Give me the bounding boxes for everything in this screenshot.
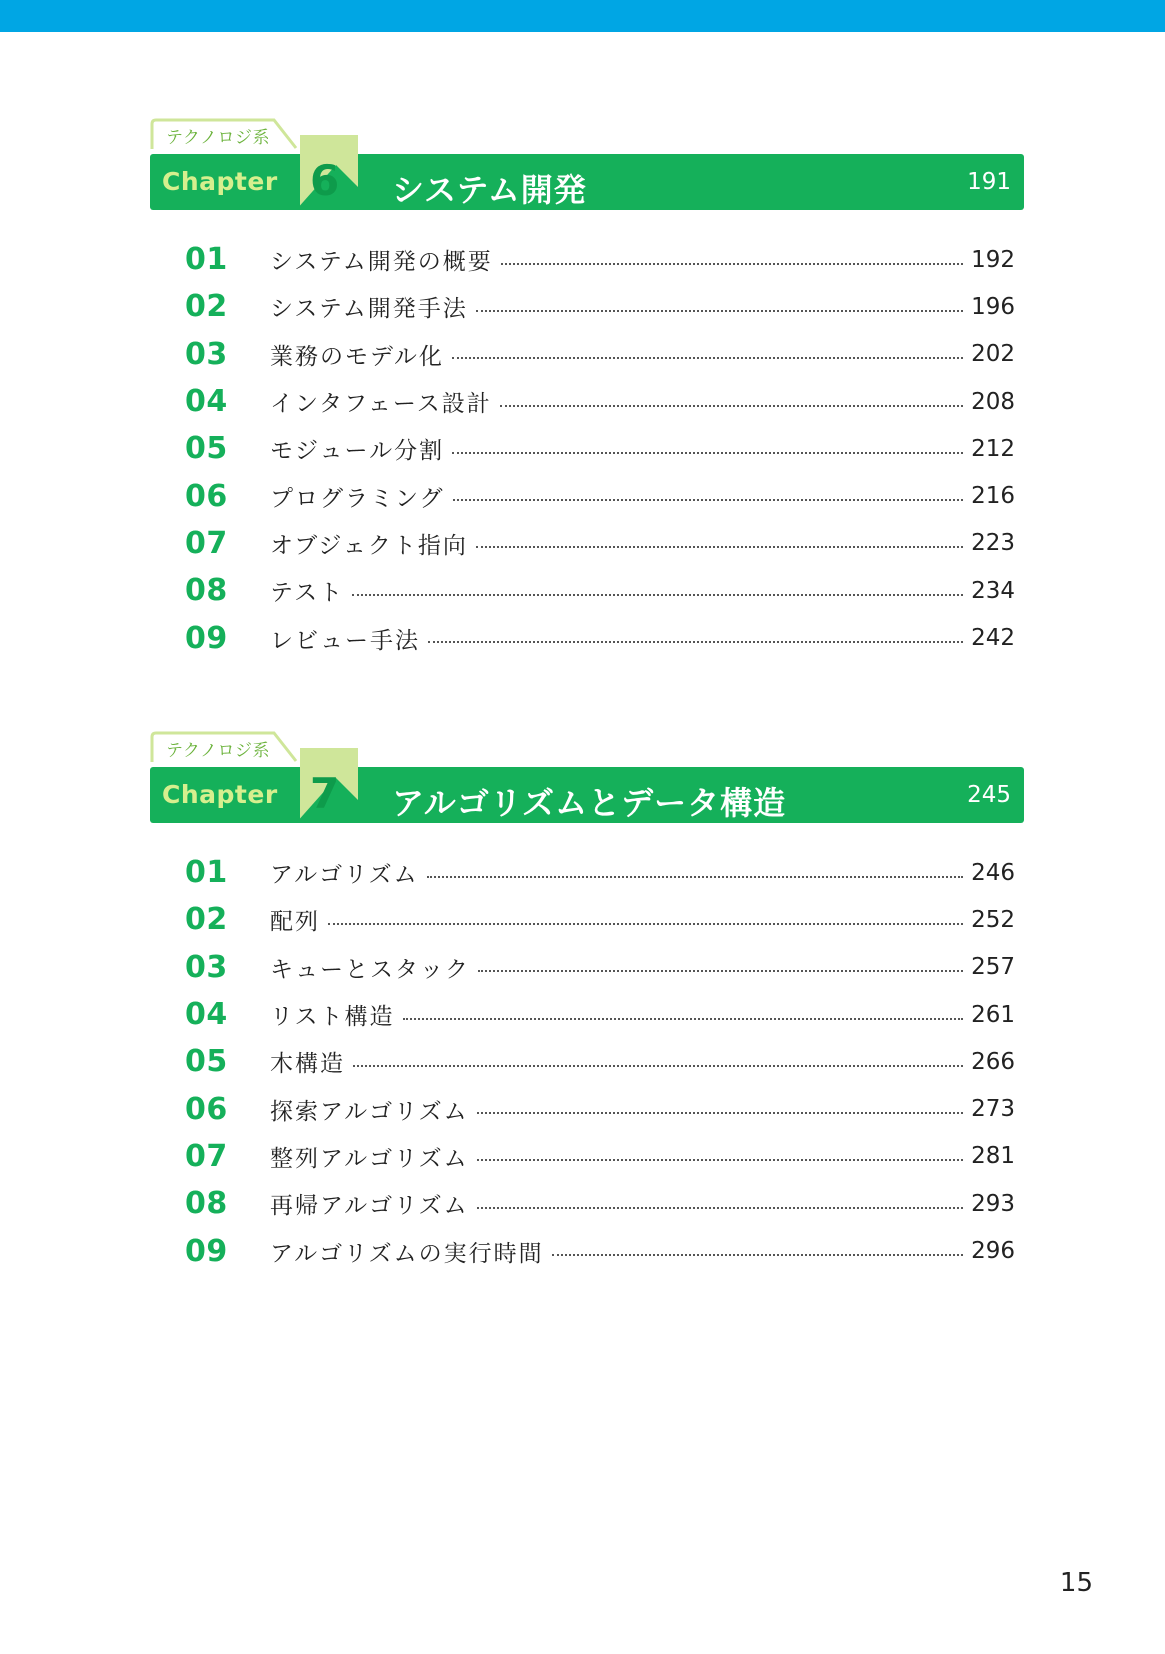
section-title: システム開発手法 [270,296,468,323]
section-title: 木構造 [270,1051,345,1078]
section-page: 196 [971,293,1015,320]
section-number: 01 [185,855,228,891]
section-number: 03 [185,336,228,372]
leader-dots [477,1112,963,1114]
leader-dots [427,876,963,878]
chapter-number: 7 [310,769,340,818]
leader-dots [453,499,963,501]
section-number: 07 [185,525,228,561]
section-number: 07 [185,1138,228,1174]
section-page: 223 [971,530,1015,557]
section-title: レビュー手法 [270,627,420,654]
section-page: 192 [971,246,1015,273]
chapter-6-toc [185,236,1015,662]
chapter-page: 191 [967,169,1011,195]
section-title: 配列 [270,909,320,936]
toc-row[interactable] [185,331,1015,378]
section-title: アルゴリズム [270,862,419,889]
category-tag-label: テクノロジ系 [166,741,270,761]
leader-dots [477,1207,963,1209]
leader-dots [476,310,963,312]
chapter-page: 245 [967,782,1011,808]
section-number: 02 [185,902,228,938]
section-number: 06 [185,478,228,514]
toc-row[interactable] [185,1133,1015,1180]
category-tag [150,731,304,761]
section-page: 242 [971,625,1015,652]
category-tag-label: テクノロジ系 [166,128,270,148]
section-page: 246 [971,859,1015,886]
leader-dots [452,452,963,454]
leader-dots [477,1159,963,1161]
toc-row[interactable] [185,944,1015,991]
section-page: 216 [971,483,1015,510]
section-number: 02 [185,289,228,325]
leader-dots [452,357,963,359]
section-title: モジュール分割 [270,438,445,465]
section-page: 212 [971,435,1015,462]
section-title: 業務のモデル化 [270,343,444,370]
section-number: 03 [185,949,228,985]
section-page: 234 [971,577,1015,604]
category-tag [150,118,304,148]
section-number: 05 [185,431,228,467]
chapter-title: アルゴリズムとデータ構造 [392,784,787,822]
section-title: インタフェース設計 [270,391,492,418]
toc-row[interactable] [185,1180,1015,1227]
section-number: 01 [185,242,228,278]
toc-row[interactable] [185,614,1015,661]
chapter-number: 6 [310,156,340,205]
leader-dots [328,923,963,925]
leader-dots [403,1018,963,1020]
leader-dots [478,970,963,972]
chapter-word: Chapter [162,167,278,196]
toc-row[interactable] [185,472,1015,519]
section-page: 296 [971,1238,1015,1265]
section-page: 202 [971,341,1015,368]
chapter-word: Chapter [162,780,278,809]
toc-row[interactable] [185,520,1015,567]
section-title: リスト構造 [270,1004,395,1031]
section-title: 探索アルゴリズム [270,1098,469,1125]
toc-row[interactable] [185,1227,1015,1274]
page-number: 15 [1059,1568,1093,1598]
section-page: 273 [971,1096,1015,1123]
section-title: 整列アルゴリズム [270,1145,469,1172]
section-title: 再帰アルゴリズム [270,1193,469,1220]
section-page: 252 [971,906,1015,933]
section-page: 281 [971,1143,1015,1170]
section-number: 08 [185,573,228,609]
toc-row[interactable] [185,1085,1015,1132]
section-number: 09 [185,620,228,656]
toc-row[interactable] [185,378,1015,425]
toc-row[interactable] [185,425,1015,472]
section-title: テスト [270,580,345,607]
leader-dots [500,405,963,407]
section-title: キューとスタック [270,956,470,983]
section-number: 06 [185,1091,228,1127]
section-number: 08 [185,1186,228,1222]
toc-row[interactable] [185,283,1015,330]
chapter-7-toc [185,849,1015,1275]
section-title: システム開発の概要 [270,249,493,276]
section-title: アルゴリズムの実行時間 [270,1240,544,1267]
toc-row[interactable] [185,236,1015,283]
section-page: 266 [971,1048,1015,1075]
leader-dots [353,1065,963,1067]
chapter-banner [150,767,1024,823]
leader-dots [552,1254,963,1256]
toc-row[interactable] [185,991,1015,1038]
toc-row[interactable] [185,896,1015,943]
top-color-bar [0,0,1165,32]
chapter-title: システム開発 [392,171,587,209]
section-page: 261 [971,1001,1015,1028]
section-number: 04 [185,384,228,420]
toc-row[interactable] [185,567,1015,614]
leader-dots [428,641,963,643]
section-title: プログラミング [270,485,445,512]
chapter-banner [150,154,1024,210]
section-page: 208 [971,388,1015,415]
section-number: 09 [185,1233,228,1269]
section-number: 05 [185,1044,228,1080]
toc-row[interactable] [185,1038,1015,1085]
section-page: 257 [971,954,1015,981]
leader-dots [476,546,963,548]
leader-dots [352,594,963,596]
toc-row[interactable] [185,849,1015,896]
section-page: 293 [971,1190,1015,1217]
leader-dots [501,263,963,265]
section-number: 04 [185,997,228,1033]
section-title: オブジェクト指向 [270,532,468,559]
